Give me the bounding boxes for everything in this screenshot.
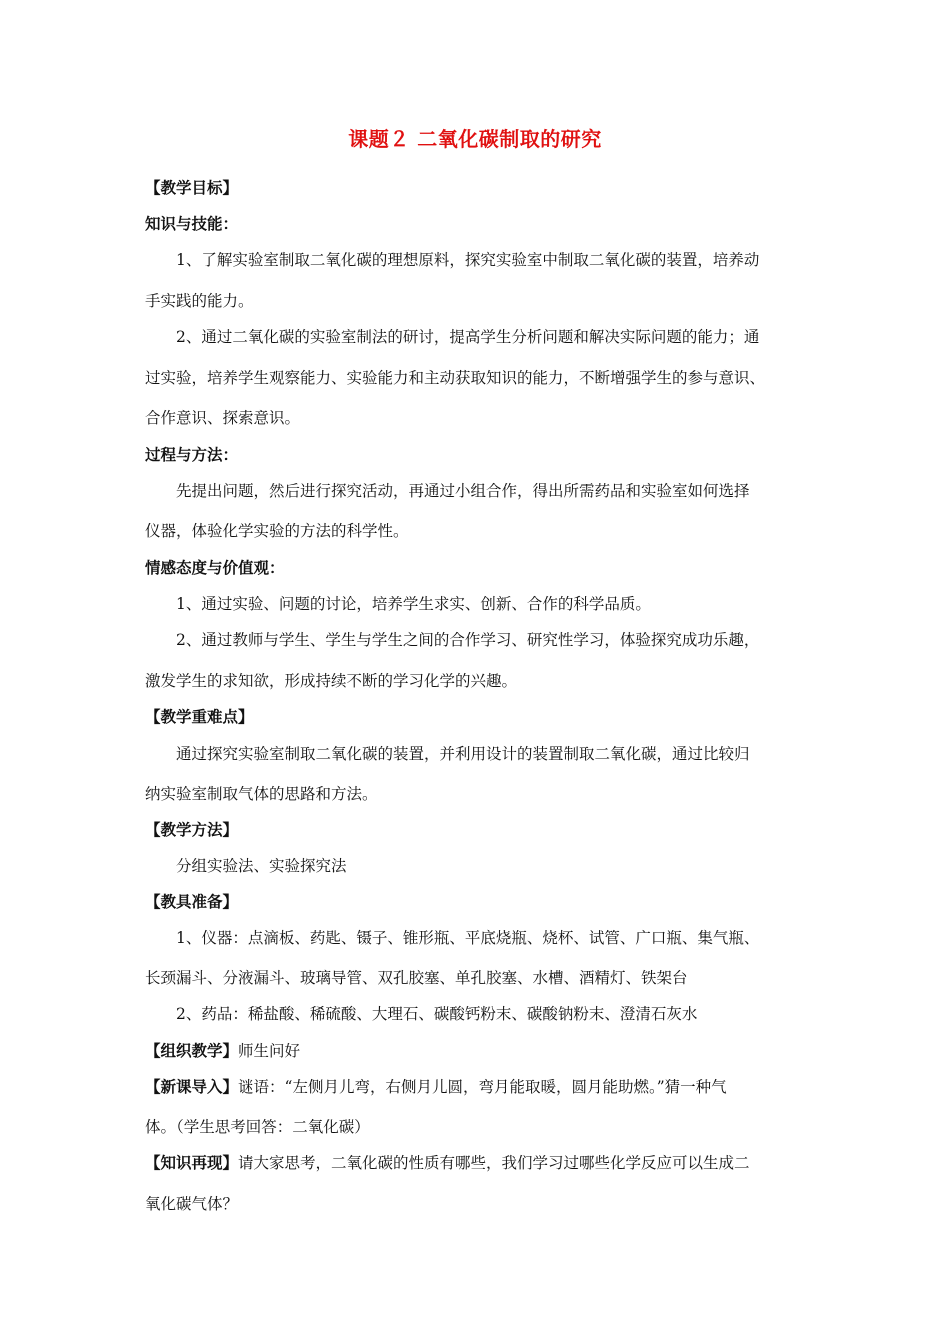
subheading-process: 过程与方法： xyxy=(145,446,239,464)
section-heading-objectives: 【教学目标】 xyxy=(145,179,239,197)
organize-paragraph xyxy=(145,1041,300,1061)
subheading-knowledge: 知识与技能： xyxy=(145,215,239,233)
text-line: 2、药品：稀盐酸、稀硫酸、大理石、碳酸钙粉末、碳酸钠粉末、澄清石灰水 xyxy=(176,1005,698,1023)
section-heading-review: 【知识再现】 xyxy=(145,1154,239,1172)
text-line: 2、通过二氧化碳的实验室制法的研讨，提高学生分析问题和解决实际问题的能力；通 xyxy=(176,328,760,346)
intro-text: 谜语：“左侧月儿弯，右侧月儿圆，弯月能取暖，圆月能助燃。”猜一种气 xyxy=(238,1078,727,1096)
text-line: 长颈漏斗、分液漏斗、玻璃导管、双孔胶塞、单孔胶塞、水槽、酒精灯、铁架台 xyxy=(145,969,688,987)
section-heading-methods: 【教学方法】 xyxy=(145,821,239,839)
text-line: 1、仪器：点滴板、药匙、镊子、锥形瓶、平底烧瓶、烧杯、试管、广口瓶、集气瓶、 xyxy=(176,929,760,947)
text-line: 通过探究实验室制取二氧化碳的装置，并利用设计的装置制取二氧化碳，通过比较归 xyxy=(176,745,750,763)
text-line: 先提出问题，然后进行探究活动，再通过小组合作，得出所需药品和实验室如何选择 xyxy=(176,482,750,500)
text-line: 合作意识、探索意识。 xyxy=(145,409,301,427)
section-heading-organize: 【组织教学】 xyxy=(145,1042,239,1060)
organize-text: 师生问好 xyxy=(238,1042,301,1060)
text-line: 手实践的能力。 xyxy=(145,292,254,310)
review-text: 请大家思考，二氧化碳的性质有哪些，我们学习过哪些化学反应可以生成二 xyxy=(238,1154,750,1172)
text-line: 过实验，培养学生观察能力、实验能力和主动获取知识的能力，不断增强学生的参与意识、 xyxy=(145,369,766,387)
text-line: 体。（学生思考回答：二氧化碳） xyxy=(145,1118,370,1136)
text-line: 1、通过实验、问题的讨论，培养学生求实、创新、合作的科学品质。 xyxy=(176,595,651,613)
review-paragraph xyxy=(145,1153,750,1173)
text-line: 1、了解实验室制取二氧化碳的理想原料，探究实验室中制取二氧化碳的装置，培养动 xyxy=(176,251,760,269)
section-heading-preparation: 【教具准备】 xyxy=(145,893,239,911)
text-line: 氧化碳气体？ xyxy=(145,1195,239,1213)
text-line: 激发学生的求知欲，形成持续不断的学习化学的兴趣。 xyxy=(145,672,518,690)
intro-paragraph xyxy=(145,1077,727,1097)
text-line: 2、通过教师与学生、学生与学生之间的合作学习、研究性学习，体验探究成功乐趣， xyxy=(176,631,760,649)
subheading-emotion: 情感态度与价值观： xyxy=(145,559,285,577)
section-heading-intro: 【新课导入】 xyxy=(145,1078,239,1096)
text-line: 仪器，体验化学实验的方法的科学性。 xyxy=(145,522,409,540)
text-line: 分组实验法、实验探究法 xyxy=(176,857,347,875)
section-heading-key-points: 【教学重难点】 xyxy=(145,708,254,726)
document-title: 课题２ 二氧化碳制取的研究 xyxy=(348,127,602,151)
text-line: 纳实验室制取气体的思路和方法。 xyxy=(145,785,378,803)
